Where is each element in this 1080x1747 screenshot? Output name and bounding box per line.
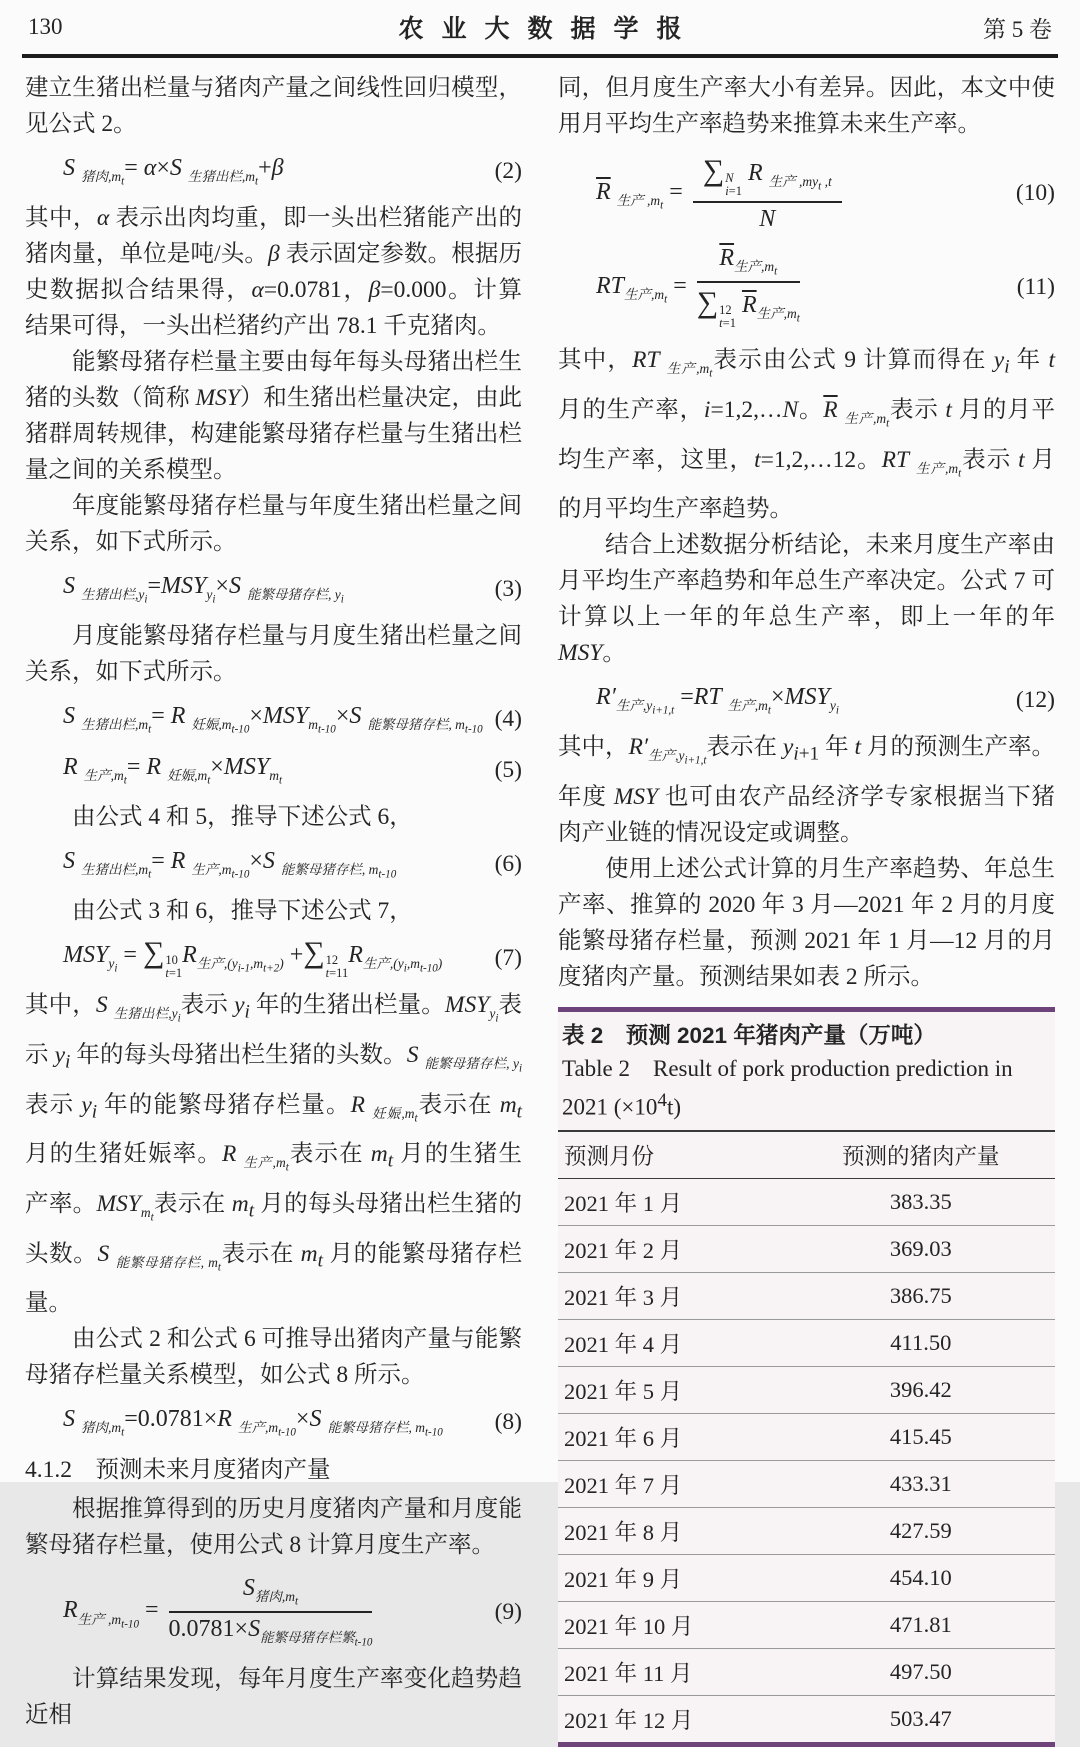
volume-label: 第 5 卷 — [983, 16, 1052, 42]
table-row — [558, 1319, 1055, 1366]
journal-title: 农业大数据学报 — [398, 15, 700, 43]
table-row — [558, 1366, 1055, 1413]
equation-7 — [25, 936, 522, 980]
page-header — [28, 6, 1052, 48]
table-2-caption-en: Table 2 Result of pork production prediction in 2021 $(\times 10^4t)$ — [562, 1055, 1013, 1120]
table-row — [558, 1648, 1055, 1695]
para-model-intro: 建立生猪出栏量与猪肉产量之间线性回归模型，见公式 2。 — [25, 75, 522, 137]
para-combine-conclusion: 结合上述数据分析结论，未来月度生产率由月平均生产率趋势和年总生产率决定。公式 7 可计算以上一年的年总生产率，即上一年的年 MSY。 — [558, 532, 1055, 667]
column-header-month: 预测月份 — [558, 1131, 787, 1179]
cell-value: 433.31 — [787, 1460, 1055, 1507]
table-row — [558, 1460, 1055, 1507]
table-row — [558, 1178, 1055, 1225]
cell-month: 2021 年 5 月 — [558, 1366, 787, 1413]
cell-month: 2021 年 12 月 — [564, 1707, 694, 1733]
para-derive-eq7: 由公式 3 和 6，推导下述公式 7， — [72, 898, 413, 924]
right-column — [558, 70, 1055, 1747]
equation-10-body: $\overline{R}$ $_{生产 ,m_t}$ = ∑ N i=1 R $_{生产 ,my_t ,t}$ N — [596, 154, 1010, 233]
equation-8-body: S $_{猪肉,m_t}$=0.0781×R $_{生产,m_{t-10}}$×S $_{能繁母猪存栏, m_{t-10}}$ — [63, 1406, 443, 1439]
cell-month: 2021 年 3 月 — [558, 1272, 787, 1319]
para-annual-relation: 年度能繁母猪存栏量与年度生猪出栏量之间关系，如下式所示。 — [25, 493, 522, 555]
table-header-row — [558, 1131, 1055, 1179]
section-heading-412: 4.1.2 预测未来月度猪肉产量 — [25, 1457, 331, 1484]
equation-4 — [25, 697, 522, 741]
cell-value: 383.35 — [787, 1178, 1055, 1225]
para-derive-eq6: 由公式 4 和 5，推导下述公式 6， — [72, 804, 413, 830]
equation-2 — [25, 149, 522, 193]
cell-month: 2021 年 2 月 — [558, 1225, 787, 1272]
cell-month: 2021 年 8 月 — [558, 1507, 787, 1554]
equation-11-body: $RT_{生产,m_t}$ = $\overline{R}_{生产,m_t}$ ∑ 12 t=1 $\overline{R}_{生产,m_t}$ — [596, 245, 800, 331]
para-monthly-rate-calc: 根据推算得到的历史月度猪肉产量和月度能繁母猪存栏量，使用公式 8 计算月度生产率。 — [25, 1496, 522, 1559]
equation-4-body: S $_{生猪出栏,m_t}$= R $_{妊娠,m_{t-10}}\times MSY_{m_{t-10}}\times S$ $_{能繁母猪存栏, m_{t-10}}$ — [63, 702, 483, 736]
equation-3-number: (3) — [494, 575, 522, 602]
para-monthly-relation: 月度能繁母猪存栏量与月度生猪出栏量之间关系，如下式所示。 — [25, 623, 522, 685]
cell-value: 415.45 — [787, 1413, 1055, 1460]
table-row — [558, 1272, 1055, 1319]
equation-5 — [25, 748, 522, 792]
para-alpha-beta: 其中，α 表示出肉均重，即一头出栏猪能产出的猪肉量，单位是吨/头。β 表示固定参数。根据历史数据拟合结果得，α=0.0781，β=0.000。计算结果可得，一头出栏猪约产出 78.1 千克猪肉。 — [25, 205, 523, 339]
equation-12-number: (12) — [1015, 686, 1055, 713]
para-usage-summary: 使用上述公式计算的月生产率趋势、年总生产率、推算的 2020 年 3 月—2021 年 2 月的月度能繁母猪存栏量，预测 2021 年 1 月—12 月的月度猪肉产量。预测结果如表 2 所示。 — [558, 855, 1055, 990]
cell-value: 369.03 — [787, 1225, 1055, 1272]
table-row — [558, 1413, 1055, 1460]
equation-9 — [25, 1575, 522, 1648]
equation-5-body: R $_{生产,m_t}$= R $_{妊娠,m_t}\times MSY_{m_t}$ — [63, 753, 283, 787]
equation-11-number: (11) — [1016, 274, 1055, 301]
equation-11 — [558, 245, 1055, 330]
table-row — [558, 1507, 1055, 1554]
equation-6-body: S $_{生猪出栏,m_t}$= R $_{生产,m_{t-10}}$×S $_{能繁母猪存栏, m_{t-10}}$ — [63, 847, 397, 881]
cell-month: 2021 年 9 月 — [558, 1554, 787, 1601]
para-result-trend: 计算结果发现，每年月度生产率变化趋势趋近相 — [25, 1665, 522, 1728]
equation-7-body: $MSY_{y_i}$ = ∑ 10 t=1 $R_{生产,(y_{i-1},m_{t+2})}$ +∑ 12 t=11 $R_{生产,(y_i,m_{t-10})}$ — [63, 936, 443, 981]
para-prediction-rate: 其中，$R'_{生产,y_{i+1,t}}$表示在 $y_{i+1}$ 年 t 月的预测生产率。年度 MSY 也可由农产品经济学专家根据当下猪肉产业链的情况设定或调整。 — [558, 734, 1056, 846]
cell-month: 2021 年 7 月 — [558, 1460, 787, 1507]
cell-month: 2021 年 10 月 — [558, 1601, 787, 1648]
equation-8 — [25, 1400, 522, 1444]
cell-month: 2021 年 6 月 — [558, 1413, 787, 1460]
table-row — [558, 1554, 1055, 1601]
table-2-grid — [558, 1130, 1055, 1742]
equation-6 — [25, 842, 522, 886]
equation-8-number: (8) — [494, 1408, 522, 1435]
cell-value: 497.50 — [787, 1648, 1055, 1695]
two-column-body — [25, 70, 1055, 1747]
equation-3-body: S $_{生猪出栏,y_i}=MSY_{y_i}\times S$ $_{能繁母猪存栏, y_i}$ — [63, 572, 344, 606]
cell-value: 503.47 — [889, 1705, 952, 1731]
table-row — [558, 1225, 1055, 1272]
equation-6-number: (6) — [494, 850, 522, 877]
table-row — [558, 1601, 1055, 1648]
equation-10-number: (10) — [1015, 180, 1055, 207]
para-rt-definitions: 其中，RT $_{生产,m_t}$表示由公式 9 计算而得在 $y_i$ 年 t 月的生产率，i=1,2,…N。$\overline{R}$ $_{生产,m_t}$表示 t 月的月平均生产率，这里，t=1,2,…12。RT $_{生产,m_t}$表示 t 月的月平均生产率趋势。 — [558, 347, 1056, 523]
equation-5-number: (5) — [494, 756, 522, 783]
table-2-caption-cn: 表 2 预测 2021 年猪肉产量（万吨） — [562, 1022, 936, 1048]
equation-2-body: S $_{猪肉,m_t}$= α×S $_{生猪出栏,m_t}$+β — [63, 154, 284, 188]
equation-9-body: $R_{生产 ,m_{t-10}}$ = $\frac{S_{猪肉,m_t}}{0.0781\times S_{能繁母猪存栏繁_{t-10}}}$ — [63, 1575, 373, 1649]
cell-value: 411.50 — [787, 1319, 1055, 1366]
para-symbol-definitions: 其中，S $_{生猪出栏,y_i}$表示 $y_i$ 年的生猪出栏量。$MSY_{y_i}$表示 $y_i$ 年的每头母猪出栏生猪的头数。S $_{能繁母猪存栏, y_i}$表示 $y_i$ 年的能繁母猪存栏量。R $_{妊娠,m_t}$表示在 $m_t$ 月的生猪妊娠率。R $_{生产,m_t}$表示在 $m_t$ 月的生猪生产率。$MSY_{m_t}$表示在 $m_t$ 月的每头母猪出栏生猪的头数。S $_{能繁母猪存栏, m_t}$表示在 $m_t$ 月的能繁母猪存栏量。 — [25, 992, 523, 1317]
para-continuation: 同，但月度生产率大小有差异。因此，本文中使用月平均生产率趋势来推算未来生产率。 — [558, 75, 1055, 137]
cell-value: 396.42 — [787, 1366, 1055, 1413]
equation-10 — [558, 154, 1055, 233]
page-number: 130 — [28, 14, 63, 39]
cell-value: 427.59 — [787, 1507, 1055, 1554]
para-msy-definition: 能繁母猪存栏量主要由每年每头母猪出栏生猪的头数（简称 MSY）和生猪出栏量决定，由此猪群周转规律，构建能繁母猪存栏量与生猪出栏量之间的关系模型。 — [25, 349, 523, 483]
column-header-value: 预测的猪肉产量 — [787, 1131, 1055, 1179]
cell-month: 2021 年 1 月 — [558, 1178, 787, 1225]
equation-12 — [558, 678, 1055, 722]
cell-month: 2021 年 11 月 — [558, 1648, 787, 1695]
equation-9-number: (9) — [494, 1598, 522, 1625]
cell-month: 2021 年 4 月 — [558, 1319, 787, 1366]
table-row — [558, 1695, 1055, 1742]
table-2 — [558, 1007, 1055, 1747]
left-column — [25, 70, 522, 1747]
equation-12-body: $R'_{生产,y_{i+1,t}} =RT$ $_{生产,m_t}\times MSY_{y_i}$ — [596, 683, 839, 717]
para-derive-eq8: 由公式 2 和公式 6 可推导出猪肉产量与能繁母猪存栏量关系模型，如公式 8 所示。 — [25, 1326, 522, 1389]
equation-7-number: (7) — [494, 944, 522, 971]
cell-value: 454.10 — [787, 1554, 1055, 1601]
equation-3 — [25, 567, 522, 611]
equation-4-number: (4) — [494, 705, 522, 732]
equation-2-number: (2) — [494, 157, 522, 184]
header-rule — [22, 54, 1058, 58]
cell-value: 386.75 — [787, 1272, 1055, 1319]
cell-value: 471.81 — [787, 1601, 1055, 1648]
